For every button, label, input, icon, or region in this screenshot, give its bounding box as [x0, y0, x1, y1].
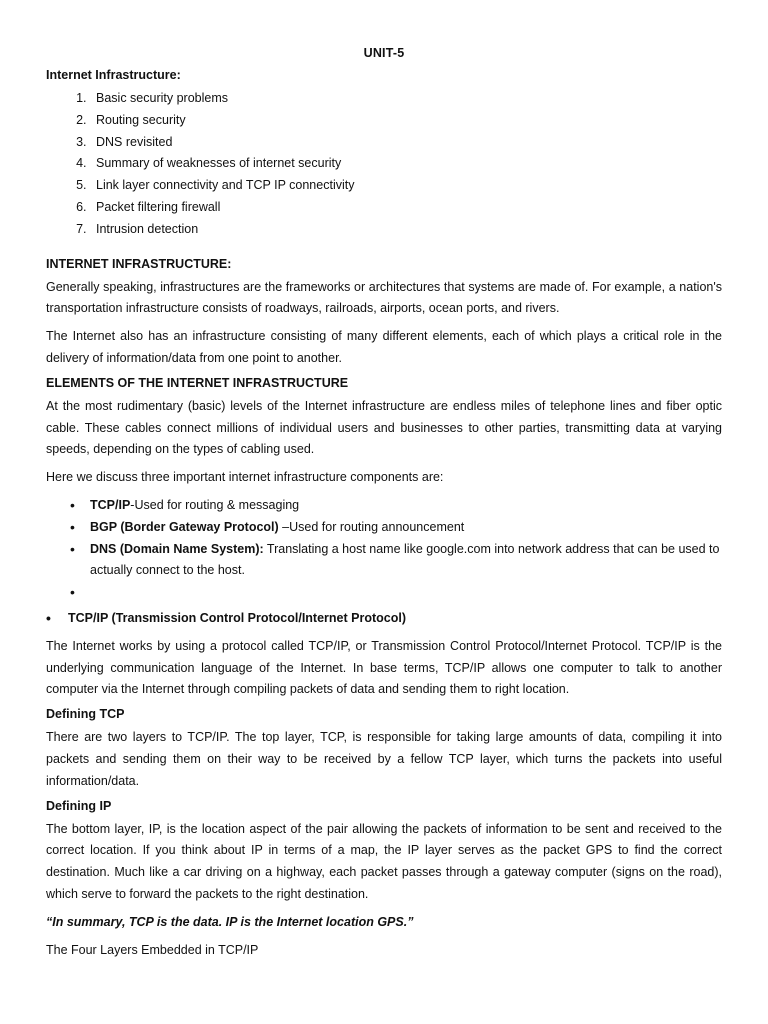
list-item: [70, 517, 722, 539]
tcpip-heading: [46, 608, 722, 630]
defining-tcp-heading: Defining TCP: [46, 707, 125, 722]
summary-quote: “In summary, TCP is the data. IP is the Internet location GPS.”: [46, 914, 414, 929]
paragraph: The Four Layers Embedded in TCP/IP: [46, 942, 259, 957]
paragraph: At the most rudimentary (basic) levels of the Internet infrastructure are endless miles of telephone lines and fiber optic cable. These cables connect millions of individual users and businesses to other parties, transmitting data at varying speeds, depending on the types of cabling used.: [46, 398, 722, 457]
list-item-empty: [70, 582, 722, 604]
paragraph: The Internet works by using a protocol called TCP/IP, or Transmission Control Protocol/Internet Protocol. TCP/IP is the underlying communication language of the Internet. In base terms, TCP/IP allows one computer to talk to another computer via the Internet through compiling packets of data and sending them to right location.: [46, 638, 722, 697]
paragraph: Here we discuss three important internet infrastructure components are:: [46, 470, 444, 485]
toc-item: 2. Routing security: [90, 110, 722, 132]
bullet-icon: •: [70, 584, 75, 601]
list-item: [70, 495, 722, 517]
list-item: [70, 539, 722, 583]
bullet-icon: •: [70, 518, 75, 535]
component-term: TCP/IP: [90, 497, 131, 512]
section-heading-infrastructure: INTERNET INFRASTRUCTURE:: [46, 256, 232, 271]
bullet-icon: •: [70, 540, 75, 557]
component-desc: –Used for routing announcement: [278, 519, 465, 534]
section-heading-elements: ELEMENTS OF THE INTERNET INFRASTRUCTURE: [46, 375, 349, 390]
component-desc: -Used for routing & messaging: [130, 497, 300, 512]
paragraph: There are two layers to TCP/IP. The top layer, TCP, is responsible for taking large amounts of data, compiling it into packets and sending them on their way to be received by a fellow TCP layer, which turns the packets into useful information/data.: [46, 730, 722, 788]
toc-item: 3. DNS revisited: [90, 132, 722, 154]
paragraph: The bottom layer, IP, is the location aspect of the pair allowing the packets of information to be sent and received to the correct location. If you think about IP in terms of a map, the IP layer serves as the packet GPS to find the correct destination. Much like a car driving on a highway, each packet passes through a gateway computer (signs on the road), which serve to forward the packets to the right destination.: [46, 821, 722, 901]
unit-title: UNIT-5: [363, 46, 405, 60]
defining-ip-heading: Defining IP: [46, 798, 112, 813]
bullet-icon: •: [46, 609, 51, 626]
components-list: [46, 495, 722, 604]
toc-item: 6. Packet filtering firewall: [90, 197, 722, 219]
paragraph: Generally speaking, infrastructures are the frameworks or architectures that systems are made of. For example, a nation's transportation infrastructure consists of roadways, railroads, airports, ocean ports, and rivers.: [46, 279, 722, 316]
toc-item: 1. Basic security problems: [90, 88, 722, 110]
toc-list: [46, 88, 722, 241]
toc-heading: Internet Infrastructure:: [46, 68, 181, 82]
toc-item: 5. Link layer connectivity and TCP IP connectivity: [90, 175, 722, 197]
bullet-icon: •: [70, 496, 75, 513]
toc-item: 7. Intrusion detection: [90, 219, 722, 241]
toc-item: 4. Summary of weaknesses of internet security: [90, 153, 722, 175]
component-term: DNS (Domain Name System):: [90, 541, 264, 556]
tcpip-heading-text: TCP/IP (Transmission Control Protocol/Internet Protocol): [68, 610, 406, 625]
component-desc: Translating a host name like google.com into network address that can be used to actually connect to the host.: [90, 541, 720, 578]
component-term: BGP (Border Gateway Protocol): [90, 519, 279, 534]
paragraph: The Internet also has an infrastructure consisting of many different elements, each of which plays a critical role in the delivery of information/data from one point to another.: [46, 329, 722, 365]
